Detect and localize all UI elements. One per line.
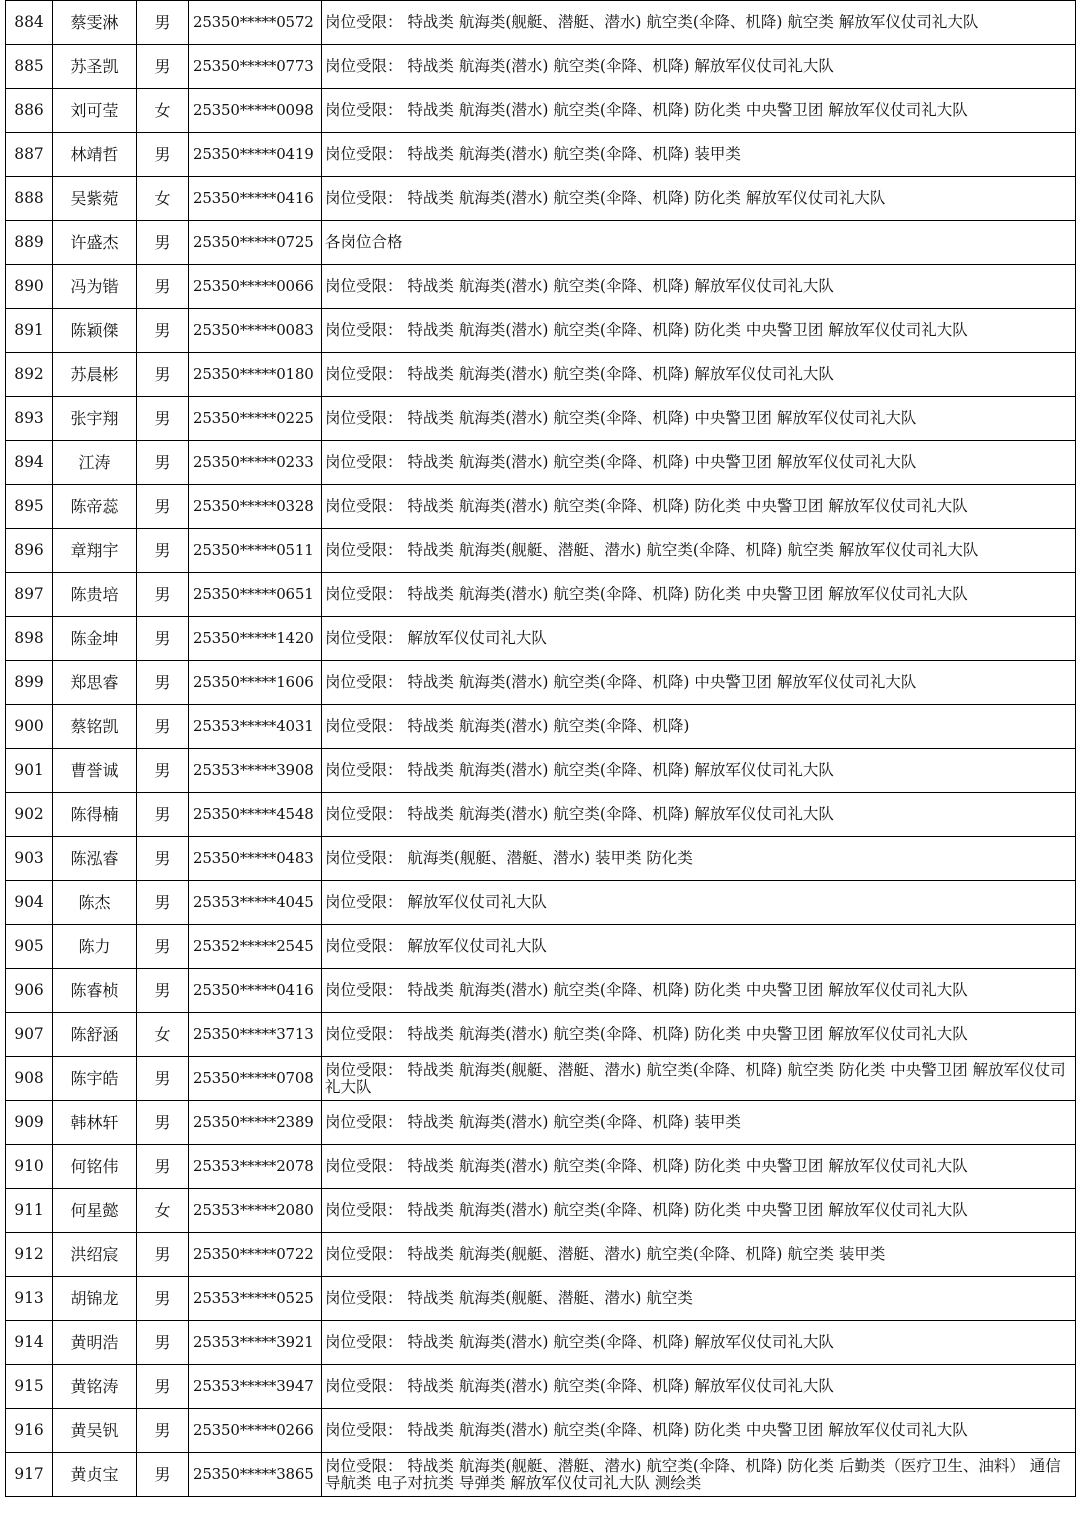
position-restriction-note: 岗位受限： 特战类 航海类(潜水) 航空类(伞降、机降) 解放军仪仗司礼大队 [322, 1365, 1076, 1409]
candidate-gender: 男 [137, 969, 189, 1013]
candidate-name: 许盛杰 [53, 221, 137, 265]
candidate-name: 陈金坤 [53, 617, 137, 661]
candidate-name: 黄贞宝 [53, 1453, 137, 1497]
masked-id-number: 25350*****0416 [189, 177, 322, 221]
masked-id-number: 25350*****0419 [189, 133, 322, 177]
row-number: 899 [6, 661, 53, 705]
row-number: 911 [6, 1189, 53, 1233]
masked-id-number: 25353*****3947 [189, 1365, 322, 1409]
row-number: 900 [6, 705, 53, 749]
position-restriction-note: 岗位受限： 特战类 航海类(潜水) 航空类(伞降、机降) 防化类 中央警卫团 解放军仪仗司礼大队 [322, 309, 1076, 353]
row-number: 896 [6, 529, 53, 573]
candidate-name: 陈力 [53, 925, 137, 969]
masked-id-number: 25353*****4031 [189, 705, 322, 749]
candidate-gender: 男 [137, 705, 189, 749]
row-number: 889 [6, 221, 53, 265]
table-row [6, 221, 1076, 265]
candidate-name: 林靖哲 [53, 133, 137, 177]
candidate-name: 黄明浩 [53, 1321, 137, 1365]
candidate-gender: 男 [137, 837, 189, 881]
table-row [6, 485, 1076, 529]
candidate-name: 苏圣凯 [53, 45, 137, 89]
candidate-gender: 女 [137, 89, 189, 133]
position-restriction-note: 岗位受限： 特战类 航海类(潜水) 航空类(伞降、机降) 解放军仪仗司礼大队 [322, 1321, 1076, 1365]
masked-id-number: 25350*****1420 [189, 617, 322, 661]
row-number: 891 [6, 309, 53, 353]
candidate-name: 陈睿桢 [53, 969, 137, 1013]
candidate-gender: 男 [137, 1453, 189, 1497]
candidate-name: 陈宇皓 [53, 1057, 137, 1101]
position-restriction-note: 岗位受限： 特战类 航海类(潜水) 航空类(伞降、机降) 解放军仪仗司礼大队 [322, 45, 1076, 89]
candidate-gender: 男 [137, 45, 189, 89]
masked-id-number: 25350*****4548 [189, 793, 322, 837]
table-row [6, 573, 1076, 617]
candidate-gender: 男 [137, 353, 189, 397]
table-row [6, 45, 1076, 89]
position-restriction-note: 岗位受限： 特战类 航海类(潜水) 航空类(伞降、机降) 解放军仪仗司礼大队 [322, 749, 1076, 793]
table-row [6, 881, 1076, 925]
candidate-name: 陈颖傑 [53, 309, 137, 353]
position-restriction-note: 岗位受限： 特战类 航海类(潜水) 航空类(伞降、机降) 防化类 中央警卫团 解放军仪仗司礼大队 [322, 969, 1076, 1013]
candidate-gender: 男 [137, 309, 189, 353]
table-row [6, 1145, 1076, 1189]
candidate-name: 陈得楠 [53, 793, 137, 837]
candidate-name: 黄铭涛 [53, 1365, 137, 1409]
position-restriction-note: 岗位受限： 航海类(舰艇、潜艇、潜水) 装甲类 防化类 [322, 837, 1076, 881]
candidate-name: 冯为锴 [53, 265, 137, 309]
position-restriction-note: 岗位受限： 解放军仪仗司礼大队 [322, 925, 1076, 969]
candidate-gender: 男 [137, 573, 189, 617]
candidate-name: 陈杰 [53, 881, 137, 925]
candidate-gender: 男 [137, 617, 189, 661]
candidate-name: 陈舒涵 [53, 1013, 137, 1057]
row-number: 888 [6, 177, 53, 221]
candidate-name: 黄吴钒 [53, 1409, 137, 1453]
position-restriction-note: 岗位受限： 特战类 航海类(潜水) 航空类(伞降、机降) 解放军仪仗司礼大队 [322, 265, 1076, 309]
row-number: 910 [6, 1145, 53, 1189]
row-number: 884 [6, 1, 53, 45]
table-row [6, 1453, 1076, 1497]
results-table-body [6, 1, 1076, 1497]
candidate-gender: 男 [137, 1409, 189, 1453]
masked-id-number: 25350*****2389 [189, 1101, 322, 1145]
row-number: 912 [6, 1233, 53, 1277]
candidate-name: 蔡雯淋 [53, 1, 137, 45]
masked-id-number: 25352*****2545 [189, 925, 322, 969]
row-number: 903 [6, 837, 53, 881]
table-row [6, 265, 1076, 309]
table-row [6, 89, 1076, 133]
candidate-gender: 男 [137, 221, 189, 265]
masked-id-number: 25350*****0773 [189, 45, 322, 89]
row-number: 890 [6, 265, 53, 309]
position-restriction-note: 岗位受限： 特战类 航海类(潜水) 航空类(伞降、机降) 中央警卫团 解放军仪仗司礼大队 [322, 397, 1076, 441]
table-row [6, 309, 1076, 353]
position-restriction-note: 岗位受限： 特战类 航海类(潜水) 航空类(伞降、机降) 防化类 解放军仪仗司礼大队 [322, 177, 1076, 221]
masked-id-number: 25350*****3865 [189, 1453, 322, 1497]
table-row [6, 1057, 1076, 1101]
candidate-name: 韩林轩 [53, 1101, 137, 1145]
masked-id-number: 25350*****1606 [189, 661, 322, 705]
candidate-name: 陈泓睿 [53, 837, 137, 881]
position-restriction-note: 岗位受限： 特战类 航海类(潜水) 航空类(伞降、机降) [322, 705, 1076, 749]
masked-id-number: 25350*****0083 [189, 309, 322, 353]
candidate-gender: 男 [137, 1365, 189, 1409]
row-number: 902 [6, 793, 53, 837]
row-number: 905 [6, 925, 53, 969]
row-number: 892 [6, 353, 53, 397]
table-row [6, 1277, 1076, 1321]
candidate-gender: 男 [137, 485, 189, 529]
row-number: 915 [6, 1365, 53, 1409]
candidate-gender: 男 [137, 1277, 189, 1321]
table-row [6, 793, 1076, 837]
candidate-gender: 女 [137, 1189, 189, 1233]
row-number: 887 [6, 133, 53, 177]
table-row [6, 1013, 1076, 1057]
table-row [6, 617, 1076, 661]
candidate-name: 曹誉诚 [53, 749, 137, 793]
table-row [6, 397, 1076, 441]
table-row [6, 133, 1076, 177]
position-restriction-note: 岗位受限： 特战类 航海类(潜水) 航空类(伞降、机降) 解放军仪仗司礼大队 [322, 353, 1076, 397]
position-restriction-note: 岗位受限： 特战类 航海类(潜水) 航空类(伞降、机降) 解放军仪仗司礼大队 [322, 793, 1076, 837]
masked-id-number: 25350*****0266 [189, 1409, 322, 1453]
row-number: 908 [6, 1057, 53, 1101]
masked-id-number: 25350*****0180 [189, 353, 322, 397]
masked-id-number: 25353*****4045 [189, 881, 322, 925]
candidate-name: 陈贵培 [53, 573, 137, 617]
table-row [6, 1, 1076, 45]
row-number: 904 [6, 881, 53, 925]
position-restriction-note: 岗位受限： 特战类 航海类(潜水) 航空类(伞降、机降) 防化类 中央警卫团 解放军仪仗司礼大队 [322, 1409, 1076, 1453]
position-restriction-note: 各岗位合格 [322, 221, 1076, 265]
masked-id-number: 25350*****0233 [189, 441, 322, 485]
masked-id-number: 25350*****0066 [189, 265, 322, 309]
masked-id-number: 25353*****3908 [189, 749, 322, 793]
row-number: 914 [6, 1321, 53, 1365]
masked-id-number: 25350*****0708 [189, 1057, 322, 1101]
candidate-gender: 男 [137, 881, 189, 925]
position-restriction-note: 岗位受限： 特战类 航海类(潜水) 航空类(伞降、机降) 防化类 中央警卫团 解放军仪仗司礼大队 [322, 89, 1076, 133]
candidate-gender: 男 [137, 397, 189, 441]
candidate-name: 吴紫菀 [53, 177, 137, 221]
table-row [6, 353, 1076, 397]
candidate-name: 洪绍宸 [53, 1233, 137, 1277]
position-restriction-note: 岗位受限： 特战类 航海类(舰艇、潜艇、潜水) 航空类 [322, 1277, 1076, 1321]
masked-id-number: 25350*****0511 [189, 529, 322, 573]
candidate-name: 江涛 [53, 441, 137, 485]
table-row [6, 529, 1076, 573]
position-restriction-note: 岗位受限： 特战类 航海类(潜水) 航空类(伞降、机降) 防化类 中央警卫团 解放军仪仗司礼大队 [322, 1189, 1076, 1233]
position-restriction-note: 岗位受限： 特战类 航海类(潜水) 航空类(伞降、机降) 装甲类 [322, 1101, 1076, 1145]
candidate-gender: 男 [137, 1321, 189, 1365]
candidate-gender: 女 [137, 1013, 189, 1057]
results-table [5, 0, 1076, 1497]
position-restriction-note: 岗位受限： 解放军仪仗司礼大队 [322, 617, 1076, 661]
candidate-name: 陈帝蕊 [53, 485, 137, 529]
masked-id-number: 25350*****0225 [189, 397, 322, 441]
table-row [6, 1233, 1076, 1277]
candidate-gender: 男 [137, 749, 189, 793]
row-number: 895 [6, 485, 53, 529]
row-number: 907 [6, 1013, 53, 1057]
masked-id-number: 25350*****3713 [189, 1013, 322, 1057]
position-restriction-note: 岗位受限： 特战类 航海类(潜水) 航空类(伞降、机降) 中央警卫团 解放军仪仗司礼大队 [322, 441, 1076, 485]
masked-id-number: 25353*****2080 [189, 1189, 322, 1233]
candidate-name: 苏晨彬 [53, 353, 137, 397]
position-restriction-note: 岗位受限： 特战类 航海类(潜水) 航空类(伞降、机降) 防化类 中央警卫团 解放军仪仗司礼大队 [322, 573, 1076, 617]
table-row [6, 925, 1076, 969]
row-number: 913 [6, 1277, 53, 1321]
masked-id-number: 25353*****0525 [189, 1277, 322, 1321]
candidate-gender: 男 [137, 1145, 189, 1189]
candidate-gender: 男 [137, 265, 189, 309]
masked-id-number: 25350*****0328 [189, 485, 322, 529]
row-number: 893 [6, 397, 53, 441]
row-number: 885 [6, 45, 53, 89]
position-restriction-note: 岗位受限： 特战类 航海类(潜水) 航空类(伞降、机降) 防化类 中央警卫团 解放军仪仗司礼大队 [322, 1145, 1076, 1189]
table-row [6, 969, 1076, 1013]
row-number: 906 [6, 969, 53, 1013]
masked-id-number: 25350*****0483 [189, 837, 322, 881]
candidate-name: 章翔宇 [53, 529, 137, 573]
candidate-gender: 男 [137, 441, 189, 485]
masked-id-number: 25350*****0572 [189, 1, 322, 45]
candidate-name: 何铭伟 [53, 1145, 137, 1189]
table-row [6, 1409, 1076, 1453]
row-number: 886 [6, 89, 53, 133]
table-row [6, 749, 1076, 793]
position-restriction-note: 岗位受限： 解放军仪仗司礼大队 [322, 881, 1076, 925]
position-restriction-note: 岗位受限： 特战类 航海类(舰艇、潜艇、潜水) 航空类(伞降、机降) 防化类 后勤类（医疗卫生、油料） 通信导航类 电子对抗类 导弹类 解放军仪仗司礼大队 测绘类 [322, 1453, 1076, 1497]
candidate-gender: 女 [137, 177, 189, 221]
masked-id-number: 25350*****0651 [189, 573, 322, 617]
candidate-name: 何星懿 [53, 1189, 137, 1233]
position-restriction-note: 岗位受限： 特战类 航海类(潜水) 航空类(伞降、机降) 装甲类 [322, 133, 1076, 177]
position-restriction-note: 岗位受限： 特战类 航海类(舰艇、潜艇、潜水) 航空类(伞降、机降) 航空类 装甲类 [322, 1233, 1076, 1277]
position-restriction-note: 岗位受限： 特战类 航海类(潜水) 航空类(伞降、机降) 中央警卫团 解放军仪仗司礼大队 [322, 661, 1076, 705]
table-row [6, 177, 1076, 221]
candidate-gender: 男 [137, 925, 189, 969]
table-row [6, 661, 1076, 705]
position-restriction-note: 岗位受限： 特战类 航海类(舰艇、潜艇、潜水) 航空类(伞降、机降) 航空类 防化类 中央警卫团 解放军仪仗司礼大队 [322, 1057, 1076, 1101]
row-number: 909 [6, 1101, 53, 1145]
candidate-name: 张宇翔 [53, 397, 137, 441]
position-restriction-note: 岗位受限： 特战类 航海类(潜水) 航空类(伞降、机降) 防化类 中央警卫团 解放军仪仗司礼大队 [322, 1013, 1076, 1057]
masked-id-number: 25353*****3921 [189, 1321, 322, 1365]
candidate-gender: 男 [137, 529, 189, 573]
table-row [6, 1321, 1076, 1365]
candidate-gender: 男 [137, 1057, 189, 1101]
row-number: 894 [6, 441, 53, 485]
masked-id-number: 25350*****0725 [189, 221, 322, 265]
masked-id-number: 25350*****0098 [189, 89, 322, 133]
table-row [6, 1365, 1076, 1409]
position-restriction-note: 岗位受限： 特战类 航海类(潜水) 航空类(伞降、机降) 防化类 中央警卫团 解放军仪仗司礼大队 [322, 485, 1076, 529]
table-row [6, 1101, 1076, 1145]
candidate-gender: 男 [137, 1, 189, 45]
table-row [6, 837, 1076, 881]
candidate-name: 蔡铭凯 [53, 705, 137, 749]
masked-id-number: 25350*****0722 [189, 1233, 322, 1277]
table-row [6, 705, 1076, 749]
masked-id-number: 25350*****0416 [189, 969, 322, 1013]
candidate-name: 胡锦龙 [53, 1277, 137, 1321]
candidate-gender: 男 [137, 661, 189, 705]
table-row [6, 1189, 1076, 1233]
masked-id-number: 25353*****2078 [189, 1145, 322, 1189]
row-number: 901 [6, 749, 53, 793]
candidate-gender: 男 [137, 1101, 189, 1145]
candidate-name: 郑思睿 [53, 661, 137, 705]
candidate-name: 刘可莹 [53, 89, 137, 133]
candidate-gender: 男 [137, 1233, 189, 1277]
position-restriction-note: 岗位受限： 特战类 航海类(舰艇、潜艇、潜水) 航空类(伞降、机降) 航空类 解放军仪仗司礼大队 [322, 529, 1076, 573]
candidate-gender: 男 [137, 133, 189, 177]
row-number: 897 [6, 573, 53, 617]
table-row [6, 441, 1076, 485]
position-restriction-note: 岗位受限： 特战类 航海类(舰艇、潜艇、潜水) 航空类(伞降、机降) 航空类 解放军仪仗司礼大队 [322, 1, 1076, 45]
row-number: 898 [6, 617, 53, 661]
row-number: 916 [6, 1409, 53, 1453]
candidate-gender: 男 [137, 793, 189, 837]
row-number: 917 [6, 1453, 53, 1497]
